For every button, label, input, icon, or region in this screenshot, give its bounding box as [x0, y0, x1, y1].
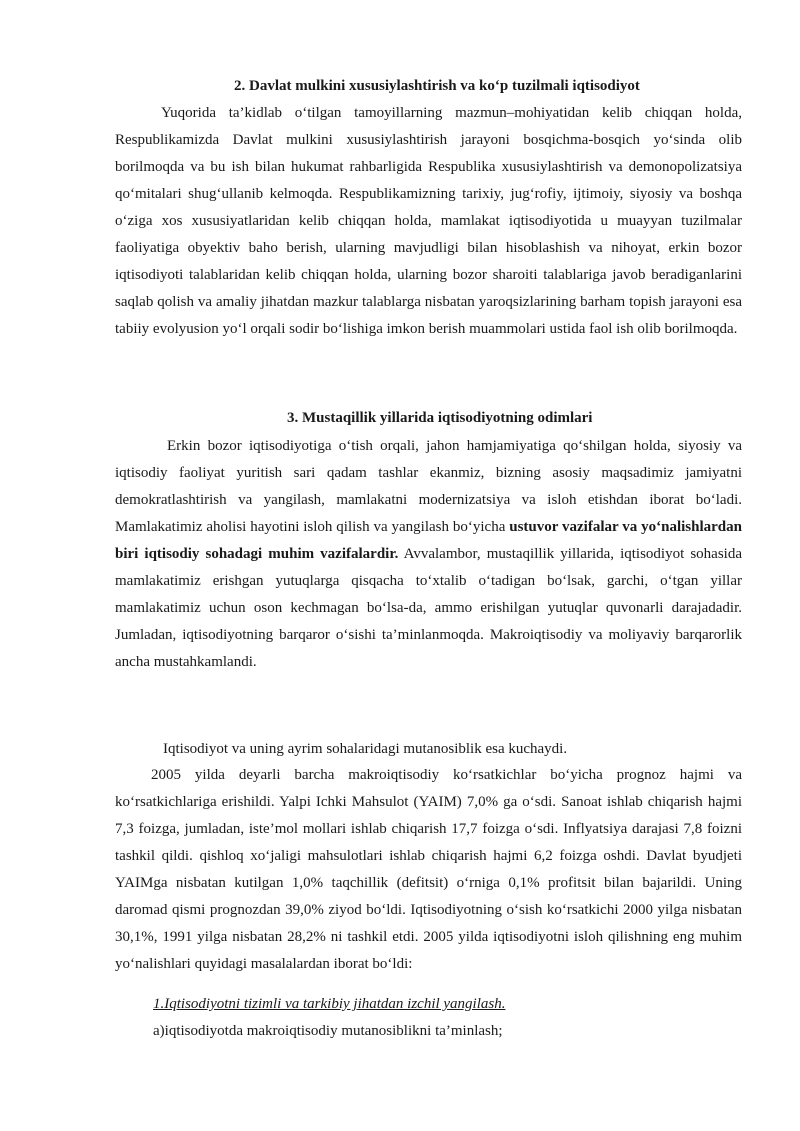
section-3-paragraph-end: Avvalambor, mustaqillik yillarida, iqtisodiyot sohasida mamlakatimiz erishgan yutuqlarga qisqacha to‘xtalib o‘tadigan bo‘lsak, garchi, o‘tgan yillar mamlakatimiz uchun oson kechmagan bo‘lsa-da, ammo erishilgan yutuqlar quvonarli darajadadir. Jumladan, iqtisodiyotning barqaror o‘sishi ta’minlanmoqda. Makroiqtisodiy va moliyaviy barqarorlik ancha mustahkamlandi. — [115, 546, 742, 670]
list-item-1a: a)iqtisodiyotda makroiqtisodiy mutanosiblikni ta’minlash; — [153, 1023, 503, 1039]
section-3-paragraph-bold: ustuvor vazifalar va yo‘nalishlardan biri iqtisodiy sohadagi muhim vazifalardir. — [115, 519, 742, 562]
year-2005-paragraph: 2005 yilda deyarli barcha makroiqtisodiy ko‘rsatkichlar bo‘yicha prognoz hajmi va ko‘rsatkichlariga erishildi. Yalpi Ichki Mahsulot (YAIM) 7,0% ga o‘sdi. Sanoat ishlab chiqarish hajmi 7,3 foizga, jumladan, iste’mol mollari ishlab chiqarish 17,7 foizga o‘sdi. Inflyatsiya darajasi 7,8 foizni tashkil qildi. qishloq xo‘jaligi mahsulotlari ishlab chiqarish hajmi 6,2 foizga oshdi. Davlat byudjeti YAIMga nisbatan kutilgan 1,0% taqchillik (defitsit) o‘rniga 0,1% profitsit bilan bajarildi. Uning daromad qismi prognozdan 39,0% ziyod bo‘ldi. Iqtisodiyotning o‘sish ko‘rsatkichi 2000 yilga nisbatan 30,1%, 1991 yilga nisbatan 28,2% ni tashkil etdi. 2005 yilda iqtisodiyotni isloh qilishning eng muhim yo‘nalishlari quyidagi masalalardan iborat bo‘ldi: — [115, 767, 742, 972]
list-item-1: 1.Iqtisodiyotni tizimli va tarkibiy jihatdan izchil yangilash. — [153, 996, 506, 1012]
section-3-title: 3. Mustaqillik yillarida iqtisodiyotning odimlari — [287, 410, 593, 426]
section-3-paragraph-start: Erkin bozor iqtisodiyotiga o‘tish orqali, jahon hamjamiyatiga qo‘shilgan holda, siyosiy va iqtisodiy faoliyat yuritish sari qadam tashlar ekanmiz, bizning asosiy maqsadimiz jamiyatni demokratlashtirish va yangilash, mamlakatni modernizatsiya va isloh etishdan iborat bo‘ladi. Mamlakatimiz aholisi hayotini isloh qilish va yangilash bo‘yicha — [115, 438, 742, 535]
balance-paragraph: Iqtisodiyot va uning ayrim sohalaridagi mutanosiblik esa kuchaydi. — [163, 741, 568, 757]
section-2-paragraph: Yuqorida ta’kidlab o‘tilgan tamoyillarning mazmun–mohiyatidan kelib chiqqan holda, Respublikamizda Davlat mulkini xususiylashtirish jarayoni bosqichma-bosqich yo‘sinda olib borilmoqda va bu ish bilan hukumat rahbarligida Respublika xususiylashtirish va demonopolizatsiya qo‘mitalari shug‘ullanib kelmoqda. Respublikamizning tarixiy, jug‘rofiy, ijtimoiy, siyosiy va boshqa o‘ziga xos xususiyatlaridan kelib chiqqan holda, mamlakat iqtisodiyotida u muayyan tuzilmalar faoliyatiga obyektiv baho berish, ularning mavjudligi bilan hisoblashish va nihoyat, erkin bozor iqtisodiyoti talablaridan kelib chiqqan holda, ularning bozor sharoiti talablariga javob beradiganlarini saqlab qolish va amaliy jihatdan mazkur talablarga nisbatan yaroqsizlarining barham topish jarayoni esa tabiiy evolyusion yo‘l orqali sodir bo‘lishiga imkon berish muammolari ustida faol ish olib borilmoqda. — [115, 105, 742, 337]
section-2-title: 2. Davlat mulkini xususiylashtirish va ko‘p tuzilmali iqtisodiyot — [234, 78, 640, 94]
section-3-paragraph — [115, 433, 742, 676]
